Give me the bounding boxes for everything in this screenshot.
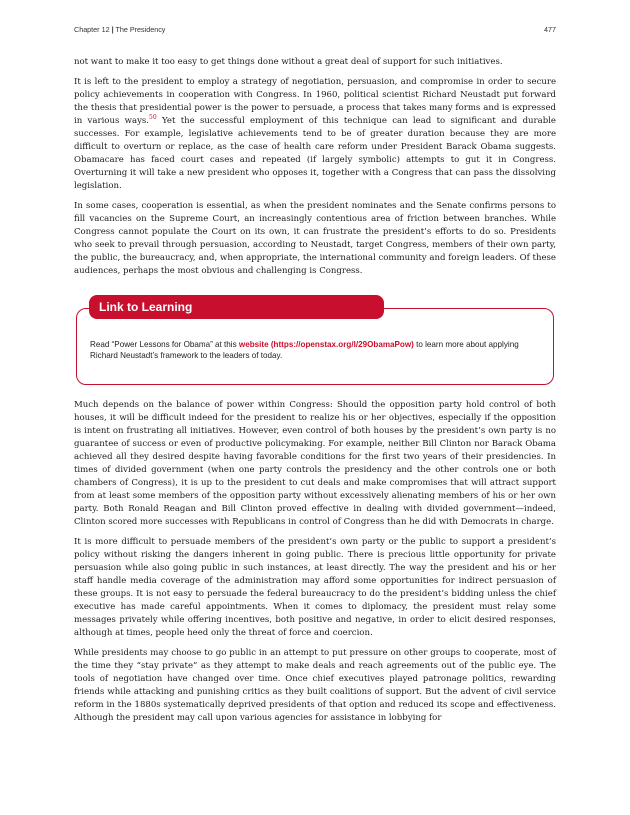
paragraph-text: Yet the successful employment of this technique can lead to significant and durable successes. For example, legislative achievements tend to be of greater duration because they are more difficult to overturn or replace, as the case of health care reform under President Barack Obama suggests. Obamacare has faced court cases and repeated (if largely symbolic) attempts to gut it in Congress. Overturning it will take a new president who opposes it, together with a Congress that can pass the dissolving legislation.	[74, 116, 556, 191]
paragraph: While presidents may choose to go public in an attempt to put pressure on other groups to cooperate, most of the time they “stay private” as they attempt to make deals and reach agreements out of the public eye. The tools of negotiation have changed over time. Once chief executives played patronage politics, rewarding friends while attacking and punishing critics as they built coalitions of support. But the advent of civil service reform in the 1880s systematically deprived presidents of that option and reduced its scope and effectiveness. Although the president may call upon various agencies for assistance in lobbying for	[74, 648, 556, 723]
box-text	[90, 339, 540, 361]
page-number: 477	[544, 25, 556, 34]
header-separator: |	[111, 25, 114, 34]
box-text-after: to learn more about applying Richard Neustadt’s framework to the leaders of today.	[90, 340, 519, 360]
paragraph: It is more difficult to persuade members of the president’s own party or the public to support a president’s policy without risking the dangers inherent in going public. There is precious little opportunity for private persuasion while also going public in such instances, at least directly. The way the president and his or her staff handle media coverage of the administration may afford some opportunities for indirect persuasion of these groups. It is not easy to persuade the federal bureaucracy to do the president’s bidding unless the chief executive has made careful appointments. When it comes to diplomacy, the president must relay some messages privately while offering incentives, both positive and negative, in order to elicit desired responses, although at times, people heed only the threat of force and coercion.	[74, 537, 556, 638]
paragraph: not want to make it too easy to get things done without a great deal of support for such initiatives.	[74, 57, 503, 67]
website-link[interactable]: website (https://openstax.org/l/29ObamaPow)	[238, 340, 414, 349]
chapter-number: Chapter 12	[74, 25, 110, 34]
chapter-label	[74, 25, 165, 34]
footnote-reference[interactable]: 50	[149, 114, 157, 122]
paragraph-text: It is left to the president to employ a strategy of negotiation, persuasion, and compromise in order to secure policy achievements in cooperation with Congress. In 1960, political scientist Richard Neustadt put forward the thesis that presidential power is the power to persuade, a process that takes many forms and is expressed in various ways.	[74, 77, 556, 126]
running-header	[74, 25, 556, 37]
box-title: Link to Learning	[89, 295, 384, 319]
paragraph: Much depends on the balance of power within Congress: Should the opposition party hold control of both houses, it will be difficult indeed for the president to realize his or her objectives, especially if the opposition is intent on frustrating all initiatives. However, even control of both houses by the president’s own party is no guarantee of success or even of productive policymaking. For example, neither Bill Clinton nor Barack Obama achieved all they desired despite having favorable conditions for the first two years of their presidencies. In times of divided government (when one party controls the presidency and the other controls one or both chambers of Congress), it is up to the president to cut deals and make compromises that will attract support from at least some members of the opposition party without excessively alienating members of his or her own party. Both Ronald Reagan and Bill Clinton proved effective in dealing with divided government—indeed, Clinton scored more successes with Republicans in control of Congress than he did with Democrats in charge.	[74, 400, 556, 527]
box-text-before: Read “Power Lessons for Obama” at this	[90, 340, 239, 349]
link-to-learning-box	[76, 290, 554, 385]
chapter-title: The Presidency	[115, 25, 166, 34]
paragraph	[74, 76, 556, 193]
body-text	[74, 56, 556, 732]
paragraph: In some cases, cooperation is essential, as when the president nominates and the Senate confirms persons to fill vacancies on the Supreme Court, an increasingly contentious area of friction between branches. While Congress cannot populate the Court on its own, it can frustrate the president’s efforts to do so. Presidents who seek to prevail through persuasion, according to Neustadt, target Congress, members of their own party, the public, the bureaucracy, and, when appropriate, the international community and foreign leaders. Of these audiences, perhaps the most obvious and challenging is Congress.	[74, 201, 556, 276]
